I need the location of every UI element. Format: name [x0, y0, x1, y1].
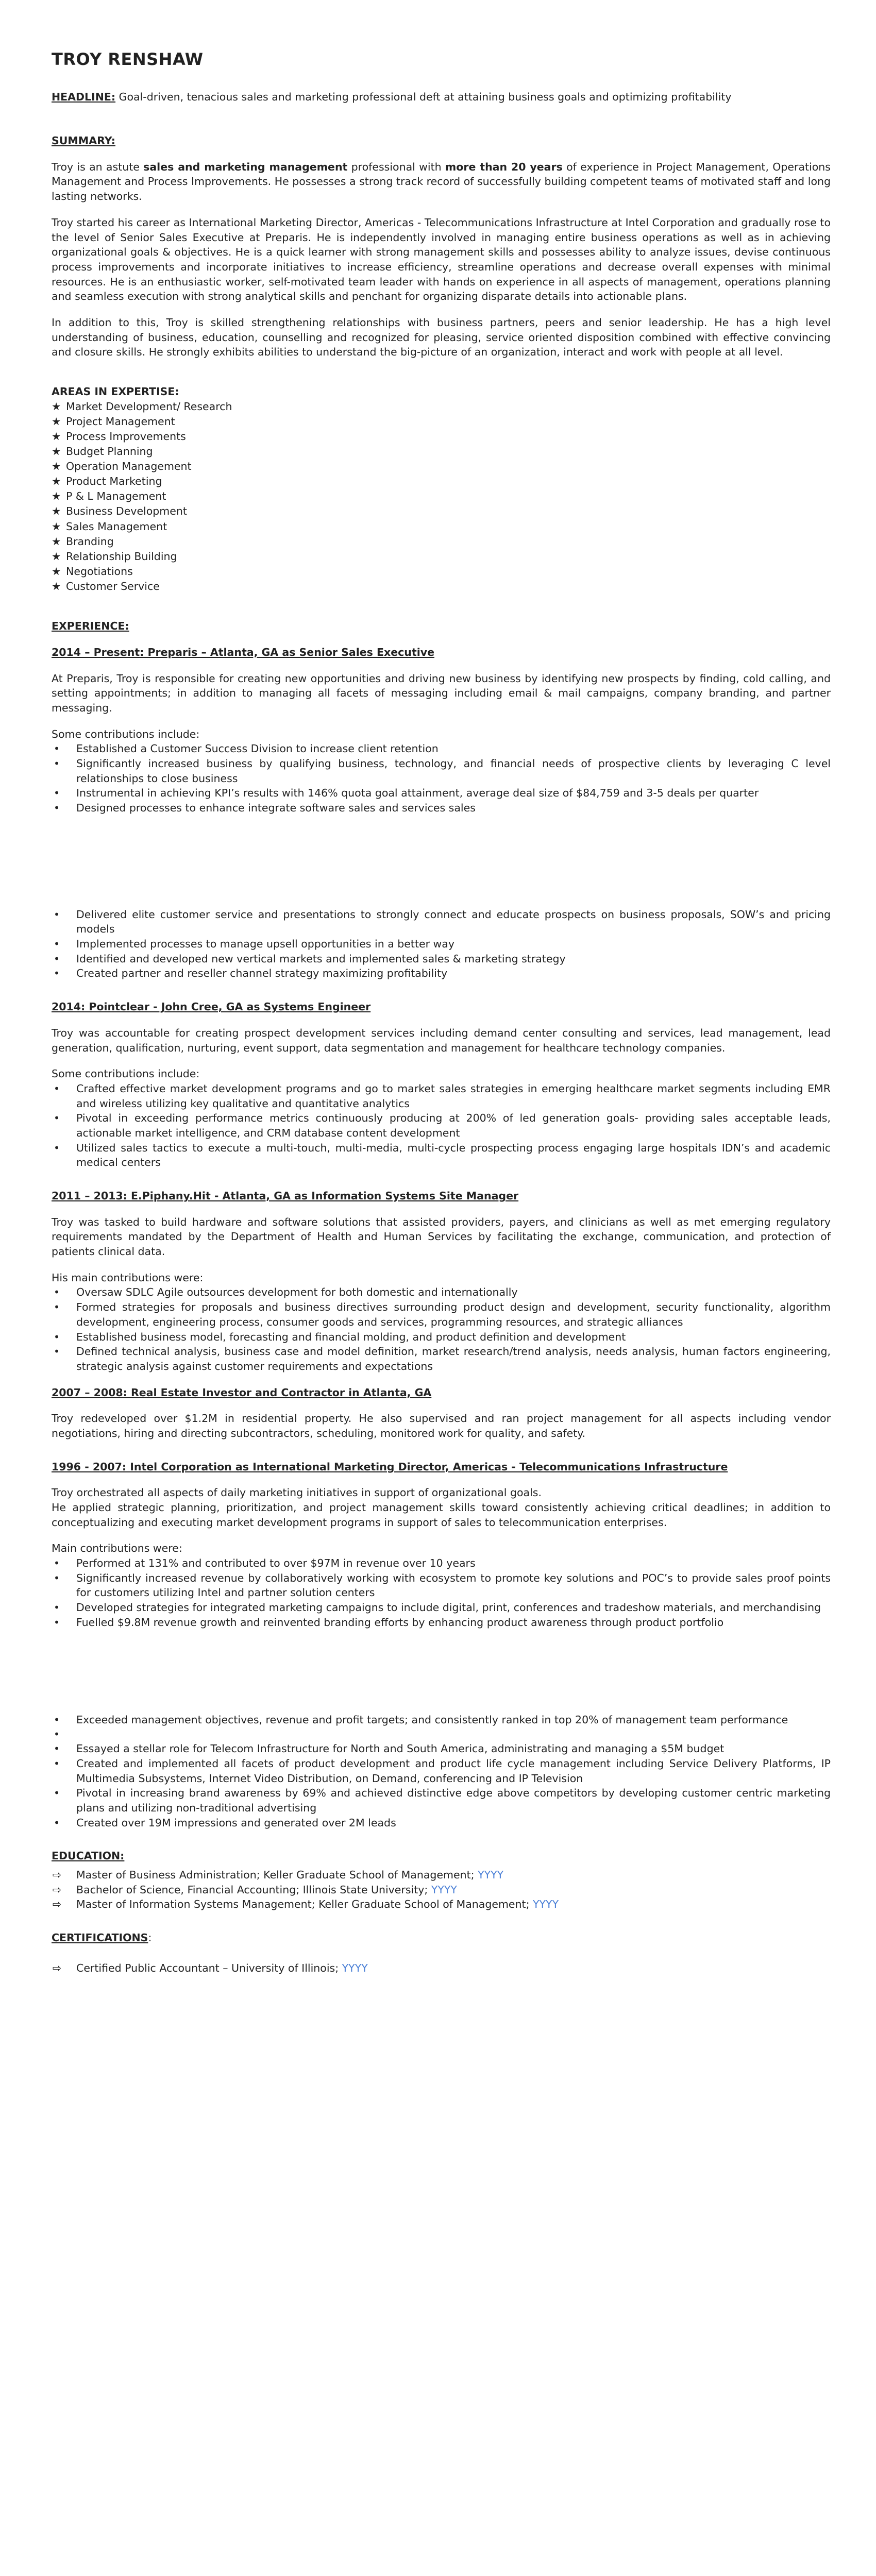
bullet-icon: •: [54, 742, 60, 755]
bullet-icon: •: [54, 952, 60, 965]
list-item: [52, 1786, 831, 1815]
headline-label: HEADLINE:: [52, 91, 116, 104]
resume-page: [52, 49, 831, 1975]
arrow-right-icon: ⇨: [53, 1961, 62, 1974]
bullet-icon: •: [54, 1816, 60, 1829]
list-item: [52, 1868, 831, 1883]
certifications-list: [52, 1961, 831, 1976]
bullet-icon: •: [54, 908, 60, 921]
job-description: Troy was tasked to build hardware and software solutions that assisted providers, payers, and clinicians as well as met emerging regulatory requirements mandated by the Department of Health and Human Services by facilitating the exchange, communication, and protection of patients clinical data.: [52, 1215, 831, 1258]
list-item: [52, 579, 831, 594]
list-item: [52, 1883, 831, 1897]
star-icon: ★: [52, 490, 61, 503]
star-icon: ★: [52, 430, 61, 443]
summary-paragraph-2: Troy started his career as International Marketing Director, Americas - Telecommunications Infrastructure at Intel Corporation and gradually rose to the level of Senior Sales Executive at Preparis. He is independently involved in managing entire business operations as well as in achieving organizational goals & objectives. He is a quick learner with strong management skills and possesses ability to analyze issues, devise continuous process improvements and incorporate initiatives to increase efficiency, streamline operations and decrease overall expenses with minimal resources. He is an enthusiastic worker, self-motivated team leader with hands on experience in all aspects of management, operations planning and seamless execution with strong analytical skills and penchant for organizing disparate details into actionable plans.: [52, 216, 831, 303]
certifications-heading: CERTIFICATIONS: [52, 1931, 148, 1944]
job-description: Troy redeveloped over $1.2M in residential property. He also supervised and ran project management for all aspects including vendor negotiations, hiring and directing subcontractors, scheduling, monitored work for quality, and safety.: [52, 1412, 831, 1439]
bullet-icon: •: [54, 1301, 60, 1314]
certification-year: YYYY: [342, 1961, 368, 1974]
contribution-text: Defined technical analysis, business case and model definition, market research/trend analysis, needs analysis, human factors engineering, strategic analysis against customer requirements and expectations: [76, 1345, 831, 1372]
job-title-intel: 1996 - 2007: Intel Corporation as International Marketing Director, Americas - Telecommunications Infrastructure: [52, 1460, 728, 1473]
education-year: YYYY: [533, 1898, 559, 1911]
job-contributions-intro: Some contributions include:: [52, 1067, 200, 1080]
certifications-colon: :: [148, 1931, 152, 1944]
star-icon: ★: [52, 505, 61, 518]
star-icon: ★: [52, 535, 61, 548]
list-item: [52, 534, 831, 549]
bullet-icon: •: [54, 1330, 60, 1343]
star-icon: ★: [52, 565, 61, 578]
list-item: [52, 474, 831, 489]
contribution-text: Created partner and reseller channel strategy maximizing profitability: [76, 967, 448, 980]
contribution-text: Created over 19M impressions and generated over 2M leads: [76, 1816, 396, 1829]
expertise-item: Operation Management: [66, 460, 192, 473]
expertise-list: [52, 399, 831, 594]
contribution-text: Identified and developed new vertical markets and implemented sales & marketing strategy: [76, 952, 566, 965]
job-contributions-list: [52, 741, 831, 815]
job-contributions-intro: Some contributions include:: [52, 727, 200, 740]
bullet-icon: •: [54, 1571, 60, 1584]
headline-text: Goal-driven, tenacious sales and marketing professional deft at attaining business goals and optimizing profitability: [115, 91, 732, 104]
contribution-text: Pivotal in increasing brand awareness by 69% and achieved distinctive edge above competitors by developing customer centric marketing plans and utilizing non-traditional advertising: [76, 1787, 831, 1814]
bullet-icon: •: [54, 1616, 60, 1629]
expertise-heading: AREAS IN EXPERTISE:: [52, 385, 179, 398]
contribution-text: Utilized sales tactics to execute a multi-touch, multi-media, multi-cycle prospecting process engaging large hospitals IDN’s and academic medical centers: [76, 1141, 831, 1169]
list-item: [52, 741, 831, 756]
list-item: [52, 414, 831, 429]
job-title-real-estate: 2007 – 2008: Real Estate Investor and Contractor in Atlanta, GA: [52, 1386, 432, 1399]
list-item: [52, 1961, 831, 1976]
list-item: [52, 1897, 831, 1912]
list-item: [52, 459, 831, 474]
education-text: Master of Business Administration; Keller Graduate School of Management;: [76, 1869, 478, 1881]
contribution-text: Oversaw SDLC Agile outsources development for both domestic and internationally: [76, 1286, 518, 1299]
bullet-icon: •: [54, 1141, 60, 1154]
expertise-item: Product Marketing: [66, 475, 162, 488]
summary-heading: SUMMARY:: [52, 134, 116, 147]
list-item: [52, 786, 831, 801]
summary-paragraph-1: [52, 160, 831, 204]
list-item: [52, 399, 831, 414]
list-item: [52, 1111, 831, 1140]
job-contributions-list: [52, 1285, 831, 1374]
bullet-icon: •: [54, 1286, 60, 1299]
contribution-text: Designed processes to enhance integrate software sales and services sales: [76, 802, 476, 814]
list-item: [52, 519, 831, 534]
certifications-heading-line: [52, 1930, 831, 1945]
star-icon: ★: [52, 475, 61, 488]
job-title-pointclear: 2014: Pointclear - John Cree, GA as Systems Engineer: [52, 1001, 371, 1013]
job-title-ephiphany: 2011 – 2013: E.Piphany.Hit - Atlanta, GA as Information Systems Site Manager: [52, 1190, 519, 1202]
list-item: [52, 1713, 831, 1727]
expertise-item: Process Improvements: [66, 430, 186, 443]
list-item: [52, 504, 831, 519]
list-item: [52, 952, 831, 967]
list-item: [52, 429, 831, 444]
bullet-icon: •: [54, 1728, 60, 1741]
list-item: [52, 907, 831, 937]
bullet-icon: •: [54, 967, 60, 980]
job-contributions-intro: His main contributions were:: [52, 1271, 204, 1284]
bullet-icon: •: [54, 938, 60, 951]
bullet-icon: •: [54, 1082, 60, 1095]
contribution-text: Fuelled $9.8M revenue growth and reinvented branding efforts by enhancing product awareness through product portfolio: [76, 1616, 724, 1629]
list-item: [52, 801, 831, 816]
list-item: [52, 564, 831, 579]
contribution-text: Performed at 131% and contributed to over $97M in revenue over 10 years: [76, 1557, 476, 1570]
education-list: [52, 1868, 831, 1912]
list-item: [52, 1741, 831, 1756]
bullet-icon: •: [54, 1757, 60, 1770]
education-year: YYYY: [478, 1869, 504, 1881]
contribution-text: Established a Customer Success Division to increase client retention: [76, 742, 439, 755]
list-item: [52, 549, 831, 564]
contribution-text: Established business model, forecasting and financial molding, and product definition and development: [76, 1330, 626, 1343]
certification-text: Certified Public Accountant – University of Illinois;: [76, 1961, 342, 1974]
list-item: [52, 1571, 831, 1600]
star-icon: ★: [52, 460, 61, 473]
job-description: He applied strategic planning, prioritization, and project management skills toward consistently achieving critical deadlines; in addition to conceptualizing and executing market development programs in support of sales to telecommunication enterprises.: [52, 1501, 831, 1529]
expertise-item: Branding: [66, 535, 114, 548]
list-item: [52, 756, 831, 786]
list-item: [52, 1615, 831, 1630]
list-item: [52, 1344, 831, 1374]
job-contributions-list: [52, 1081, 831, 1170]
list-item: [52, 1141, 831, 1170]
list-item: [52, 444, 831, 459]
list-item: [52, 1285, 831, 1300]
bullet-icon: •: [54, 1787, 60, 1800]
experience-heading: EXPERIENCE:: [52, 620, 129, 633]
job-contributions-list: [52, 907, 831, 981]
bullet-icon: •: [54, 1557, 60, 1570]
arrow-right-icon: ⇨: [53, 1883, 62, 1896]
expertise-item: Market Development/ Research: [66, 400, 232, 413]
job-contributions-list: [52, 1713, 831, 1831]
list-item: [52, 1727, 831, 1741]
arrow-right-icon: ⇨: [53, 1869, 62, 1881]
expertise-item: Sales Management: [66, 520, 167, 533]
list-item: [52, 966, 831, 981]
list-item: [52, 937, 831, 952]
summary-paragraph-3: In addition to this, Troy is skilled strengthening relationships with business partners, peers and senior leadership. He has a high level understanding of business, education, counselling and recognized for pleasing, service oriented disposition combined with effective convincing and closure skills. He strongly exhibits abilities to understand the big-picture of an organization, interact and work with people at all level.: [52, 316, 831, 359]
contribution-text: Exceeded management objectives, revenue and profit targets; and consistently ranked in top 20% of management team performance: [76, 1713, 788, 1726]
contribution-text: Implemented processes to manage upsell opportunities in a better way: [76, 938, 455, 951]
job-description: At Preparis, Troy is responsible for creating new opportunities and driving new business by identifying new prospects by finding, cold calling, and setting appointments; in addition to managing all facets of messaging including email & mail campaigns, company branding, and partner messaging.: [52, 672, 831, 714]
expertise-item: Relationship Building: [66, 550, 177, 563]
list-item: [52, 1756, 831, 1786]
job-description: Troy was accountable for creating prospect development services including demand center consulting and services, lead management, lead generation, qualification, nurturing, event support, data segmentation and management for healthcare technology companies.: [52, 1026, 831, 1054]
contribution-text: Pivotal in exceeding performance metrics continuously producing at 200% of led generation goals- providing sales acceptable leads, actionable market intelligence, and CRM database content development: [76, 1112, 831, 1139]
education-text: Bachelor of Science, Financial Accounting; Illinois State University;: [76, 1883, 431, 1896]
star-icon: ★: [52, 580, 61, 593]
bullet-icon: •: [54, 1742, 60, 1755]
expertise-item: Project Management: [66, 415, 175, 428]
list-item: [52, 1556, 831, 1571]
star-icon: ★: [52, 550, 61, 563]
candidate-name: TROY RENSHAW: [52, 49, 204, 69]
bullet-icon: •: [54, 1713, 60, 1726]
bullet-icon: •: [54, 1345, 60, 1358]
contribution-text: Delivered elite customer service and presentations to strongly connect and educate prospects on business proposals, SOW’s and pricing models: [76, 908, 831, 936]
job-contributions-list: [52, 1556, 831, 1630]
list-item: [52, 1330, 831, 1345]
bullet-icon: •: [54, 1601, 60, 1614]
list-item: [52, 1081, 831, 1111]
summary-p1-text: Troy is an astute: [52, 160, 144, 173]
contribution-text: Instrumental in achieving KPI’s results with 146% quota goal attainment, average deal size of $84,759 and 3-5 deals per quarter: [76, 787, 759, 800]
star-icon: ★: [52, 400, 61, 413]
summary-p1-text: of experience in Project Management, Operations Management and Process Improvements. He possesses a strong track record of successfully building competent teams of motivated staff and long lasting networks.: [52, 160, 831, 203]
job-contributions-intro: Main contributions were:: [52, 1542, 182, 1555]
summary-p1-bold: more than 20 years: [445, 160, 563, 173]
bullet-icon: •: [54, 802, 60, 814]
job-title-preparis: 2014 – Present: Preparis – Atlanta, GA as Senior Sales Executive: [52, 646, 434, 658]
arrow-right-icon: ⇨: [53, 1898, 62, 1911]
job-description: Troy orchestrated all aspects of daily marketing initiatives in support of organizational goals.: [52, 1486, 542, 1499]
contribution-text: Significantly increased revenue by collaboratively working with ecosystem to promote key solutions and POC’s to provide sales proof points for customers utilizing Intel and partner solution centers: [76, 1571, 831, 1599]
bullet-icon: •: [54, 1112, 60, 1125]
summary-p1-text: professional with: [347, 160, 445, 173]
education-heading: EDUCATION:: [52, 1850, 125, 1862]
expertise-item: P & L Management: [66, 490, 166, 503]
star-icon: ★: [52, 445, 61, 458]
headline: [52, 90, 831, 105]
expertise-item: Business Development: [66, 505, 187, 518]
list-item: [52, 1816, 831, 1831]
contribution-text: Formed strategies for proposals and business directives surrounding product design and development, security functionality, algorithm development, engineering process, consumer goods and services, programming resources, and strategic alliances: [76, 1301, 831, 1328]
summary-p1-bold: sales and marketing management: [143, 160, 348, 173]
expertise-item: Budget Planning: [66, 445, 153, 458]
list-item: [52, 489, 831, 504]
bullet-icon: •: [54, 787, 60, 800]
list-item: [52, 1300, 831, 1329]
education-year: YYYY: [431, 1883, 457, 1896]
list-item: [52, 1600, 831, 1615]
star-icon: ★: [52, 520, 61, 533]
contribution-text: Developed strategies for integrated marketing campaigns to include digital, print, conferences and tradeshow materials, and merchandising: [76, 1601, 821, 1614]
contribution-text: Created and implemented all facets of product development and product life cycle management including Service Delivery Platforms, IP Multimedia Subsystems, Internet Video Distribution, on Demand, conferencing and IP Television: [76, 1757, 831, 1785]
contribution-text: Significantly increased business by qualifying business, technology, and financial needs of prospective clients by leveraging C level relationships to close business: [76, 757, 831, 785]
contribution-text: Essayed a stellar role for Telecom Infrastructure for North and South America, administrating and managing a $5M budget: [76, 1742, 725, 1755]
expertise-item: Negotiations: [66, 565, 133, 578]
bullet-icon: •: [54, 757, 60, 770]
contribution-text: Crafted effective market development programs and go to market sales strategies in emerging healthcare market segments including EMR and wireless utilizing key qualitative and quantitative analytics: [76, 1082, 831, 1110]
star-icon: ★: [52, 415, 61, 428]
education-text: Master of Information Systems Management; Keller Graduate School of Management;: [76, 1898, 533, 1911]
expertise-item: Customer Service: [66, 580, 160, 593]
